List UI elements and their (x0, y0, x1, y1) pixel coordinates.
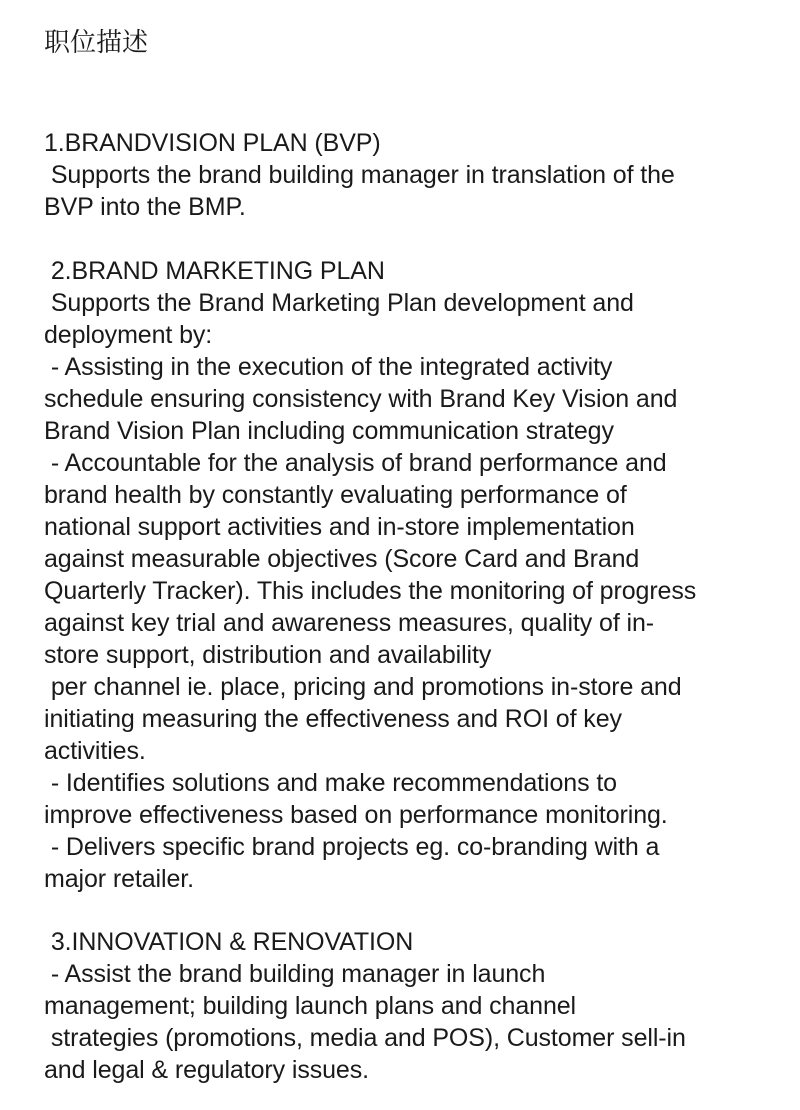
section-heading-bvp: 1.BRANDVISION PLAN (BVP) (44, 129, 381, 157)
body-line: brand health by constantly evaluating performance of (44, 481, 627, 509)
body-line: - Accountable for the analysis of brand performance and (44, 449, 667, 477)
body-line: against measurable objectives (Score Card and Brand (44, 545, 640, 573)
body-line: major retailer. (44, 865, 194, 893)
page-title: 职位描述 (44, 28, 149, 58)
body-line: strategies (promotions, media and POS), Customer sell-in (44, 1024, 686, 1052)
body-line: Supports the Brand Marketing Plan development and (44, 289, 634, 317)
body-line: activities. (44, 737, 146, 765)
body-line: and legal & regulatory issues. (44, 1056, 369, 1084)
body-line: initiating measuring the effectiveness and ROI of key (44, 705, 622, 733)
body-line: Brand Vision Plan including communication strategy (44, 417, 614, 445)
body-line: schedule ensuring consistency with Brand Key Vision and (44, 385, 678, 413)
body-line: BVP into the BMP. (44, 193, 246, 221)
body-line: - Delivers specific brand projects eg. co-branding with a (44, 833, 660, 861)
body-line: store support, distribution and availability (44, 641, 492, 669)
section-heading-innovation-renovation: 3.INNOVATION & RENOVATION (44, 928, 414, 956)
body-line: against key trial and awareness measures, quality of in- (44, 609, 654, 637)
body-line: management; building launch plans and channel (44, 992, 576, 1020)
body-line: national support activities and in-store implementation (44, 513, 635, 541)
body-line: Quarterly Tracker). This includes the monitoring of progress (44, 577, 697, 605)
body-line: - Assisting in the execution of the integrated activity (44, 353, 613, 381)
section-heading-brand-marketing-plan: 2.BRAND MARKETING PLAN (44, 257, 385, 285)
body-line: - Identifies solutions and make recommendations to (44, 769, 617, 797)
body-line: improve effectiveness based on performance monitoring. (44, 801, 668, 829)
body-line: - Assist the brand building manager in launch (44, 960, 546, 988)
body-line: per channel ie. place, pricing and promotions in-store and (44, 673, 682, 701)
body-line: deployment by: (44, 321, 213, 349)
body-line: Supports the brand building manager in translation of the (44, 161, 675, 189)
